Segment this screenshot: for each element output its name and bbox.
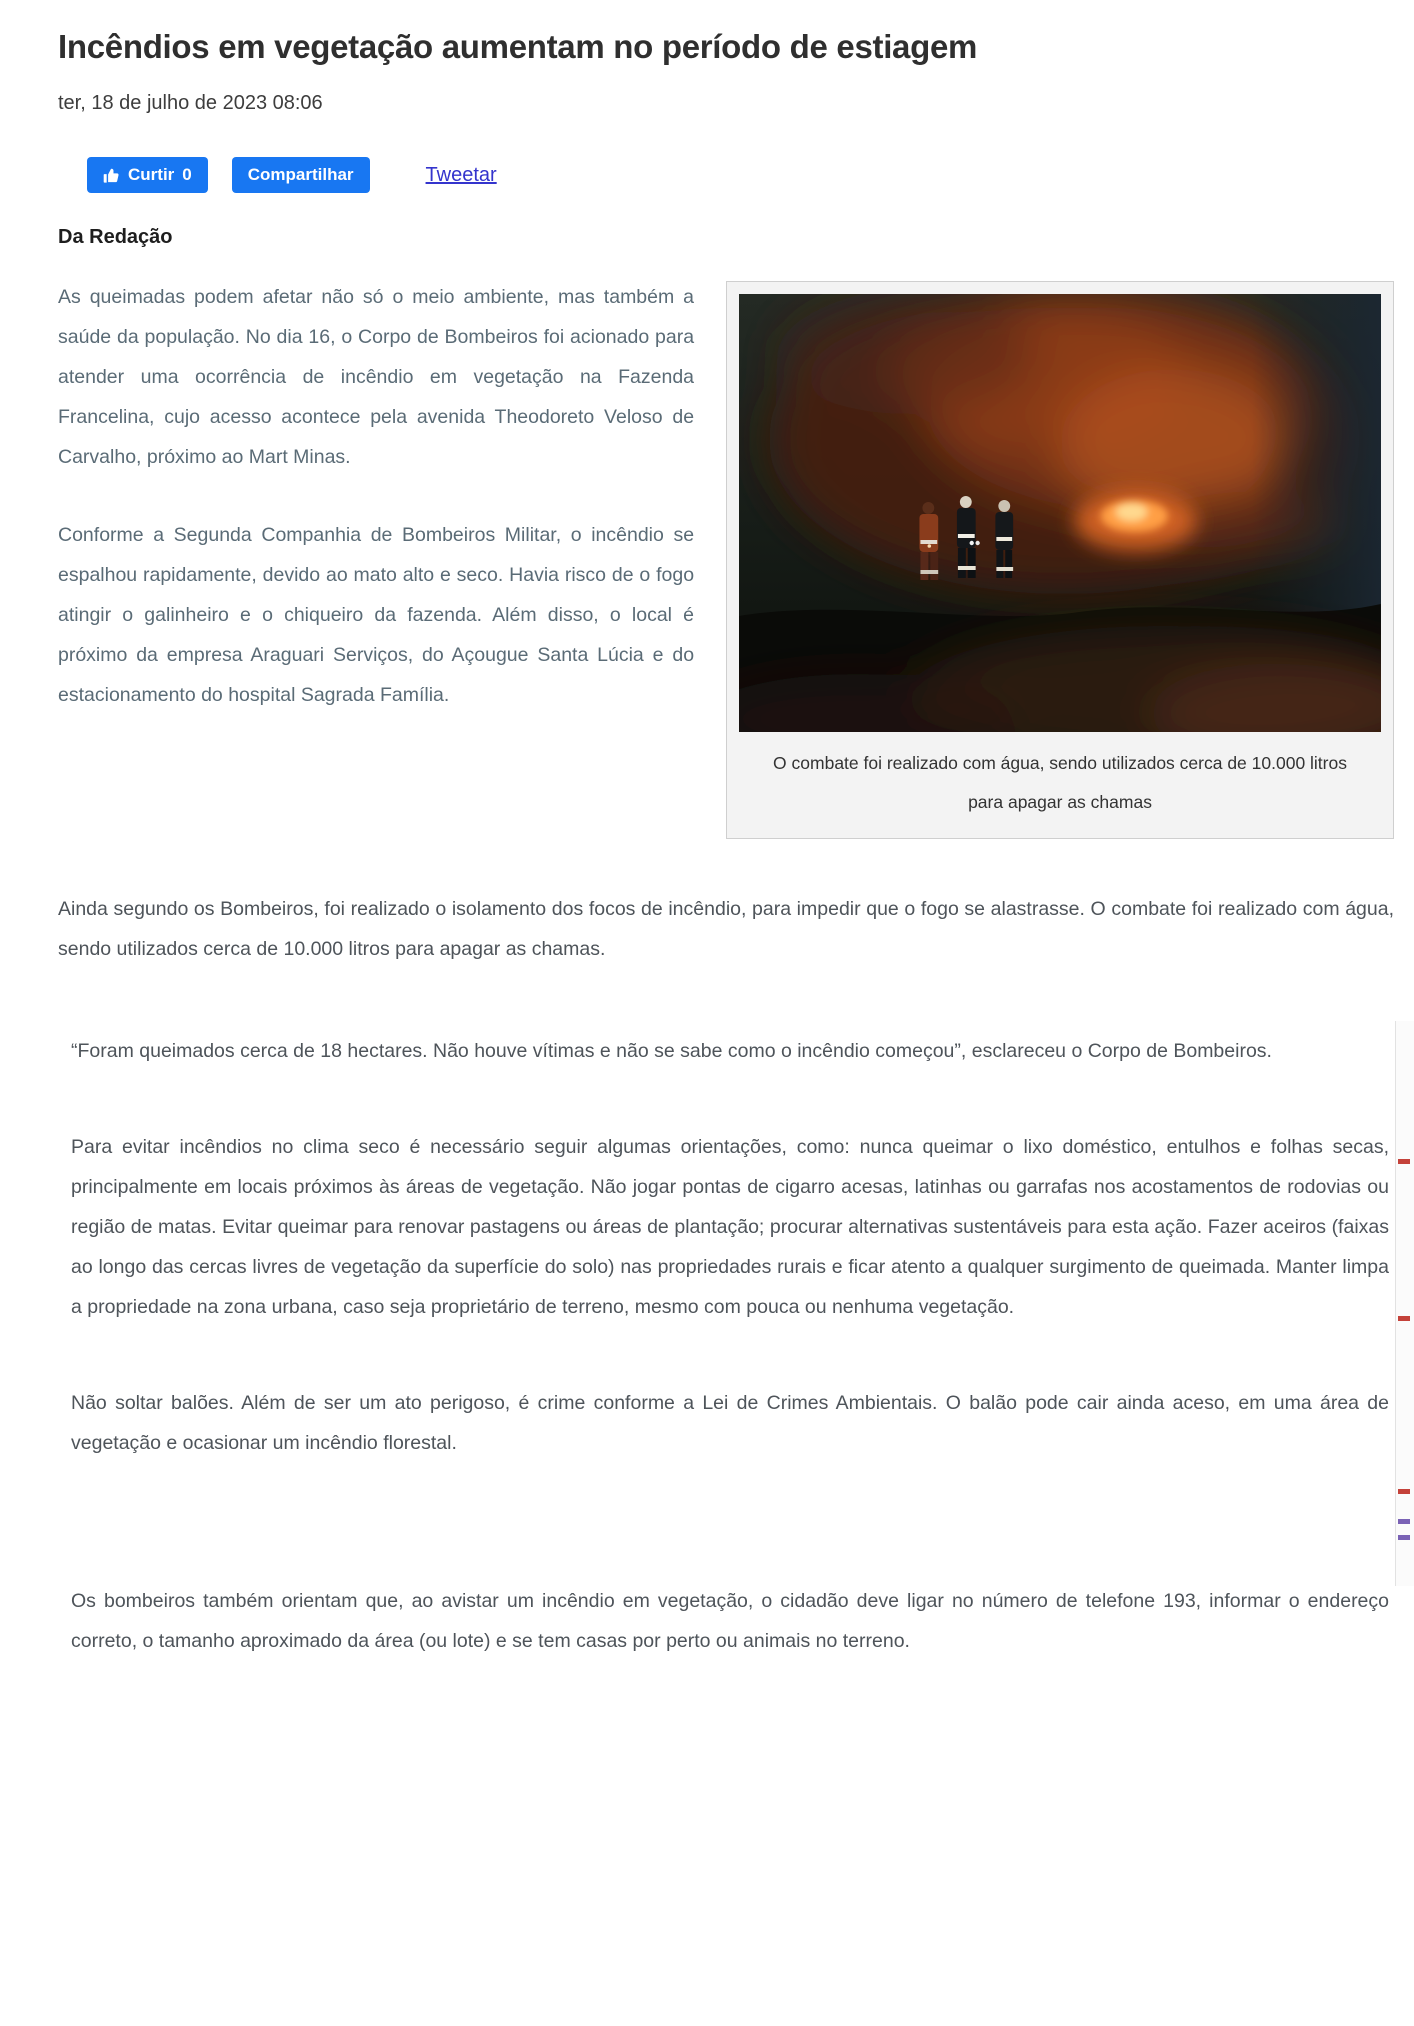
like-button-label: Curtir xyxy=(128,165,175,185)
figure-caption: O combate foi realizado com água, sendo utilizados cerca de 10.000 litros para apagar as chamas xyxy=(773,753,1347,813)
share-button-label: Compartilhar xyxy=(247,165,354,185)
thumbs-up-icon xyxy=(103,167,120,184)
paragraph-orientam: Os bombeiros também orientam que, ao avistar um incêndio em vegetação, o cidadão deve ligar no número de telefone 193, informar o endereço correto, o tamanho aproximado da área (ou lote) e se tem casas por perto ou animais no terreno. xyxy=(71,1590,1389,1653)
byline: Da Redação xyxy=(58,226,173,249)
edge-mark xyxy=(1398,1519,1410,1524)
like-count: 0 xyxy=(182,165,192,185)
share-button[interactable] xyxy=(232,157,370,193)
paragraph-baloes: Não soltar balões. Além de ser um ato perigoso, é crime conforme a Lei de Crimes Ambientais. O balão pode cair ainda aceso, em uma área de vegetação e ocasionar um incêndio florestal. xyxy=(71,1392,1389,1455)
firefighter-figures xyxy=(920,496,1014,580)
paragraph-foram: “Foram queimados cerca de 18 hectares. Não houve vítimas e não se sabe como o incêndio começou”, esclareceu o Corpo de Bombeiros. xyxy=(71,1040,1272,1063)
article-photo xyxy=(739,294,1381,732)
article-figure xyxy=(726,281,1394,839)
paragraph-evitar: Para evitar incêndios no clima seco é necessário seguir algumas orientações, como: nunca queimar o lixo doméstico, entulhos e folhas secas, principalmente em locais próximos às áreas de vegetação. Não jogar pontas de cigarro acesas, latinhas ou garrafas nos acostamentos de rodovias ou região de matas. Evitar queimar para renovar pastagens ou áreas de plantação; procurar alternativas sustentáveis para esta ação. Fazer aceiros (faixas ao longo das cercas livres de vegetação da superfície do solo) nas propriedades rurais e ficar atento a qualquer surgimento de queimada. Manter limpa a propriedade na zona urbana, caso seja proprietário de terreno, mesmo com pouca ou nenhuma vegetação. xyxy=(71,1136,1389,1319)
tweet-link[interactable]: Tweetar xyxy=(425,163,497,186)
page-title: Incêndios em vegetação aumentam no período de estiagem xyxy=(58,28,978,65)
edge-mark xyxy=(1398,1159,1410,1164)
article-top-section xyxy=(58,277,1394,839)
like-button[interactable] xyxy=(87,157,208,193)
social-buttons-row xyxy=(87,157,1394,193)
intro-column xyxy=(58,277,694,753)
clipped-right-edge-widget xyxy=(1395,1021,1414,1586)
intro-paragraph: As queimadas podem afetar não só o meio ambiente, mas também a saúde da população. No dia 16, o Corpo de Bombeiros foi acionado para atender uma ocorrência de incêndio em vegetação na Fazenda Francelina, cujo acesso acontece pela avenida Theodoreto Veloso de Carvalho, próximo ao Mart Minas. xyxy=(58,286,695,469)
edge-mark xyxy=(1398,1489,1410,1494)
edge-mark xyxy=(1398,1535,1410,1540)
edge-mark xyxy=(1398,1316,1410,1321)
paragraph-ainda: Ainda segundo os Bombeiros, foi realizado o isolamento dos focos de incêndio, para impedir que o fogo se alastrasse. O combate foi realizado com água, sendo utilizados cerca de 10.000 litros para apagar as chamas. xyxy=(58,898,1394,961)
article-date: ter, 18 de julho de 2023 08:06 xyxy=(58,92,323,115)
intro-paragraph: Conforme a Segunda Companhia de Bombeiros Militar, o incêndio se espalhou rapidamente, devido ao mato alto e seco. Havia risco de o fogo atingir o galinheiro e o chiqueiro da fazenda. Além disso, o local é próximo da empresa Araguari Serviços, do Açougue Santa Lúcia e do estacionamento do hospital Sagrada Família. xyxy=(58,524,695,707)
